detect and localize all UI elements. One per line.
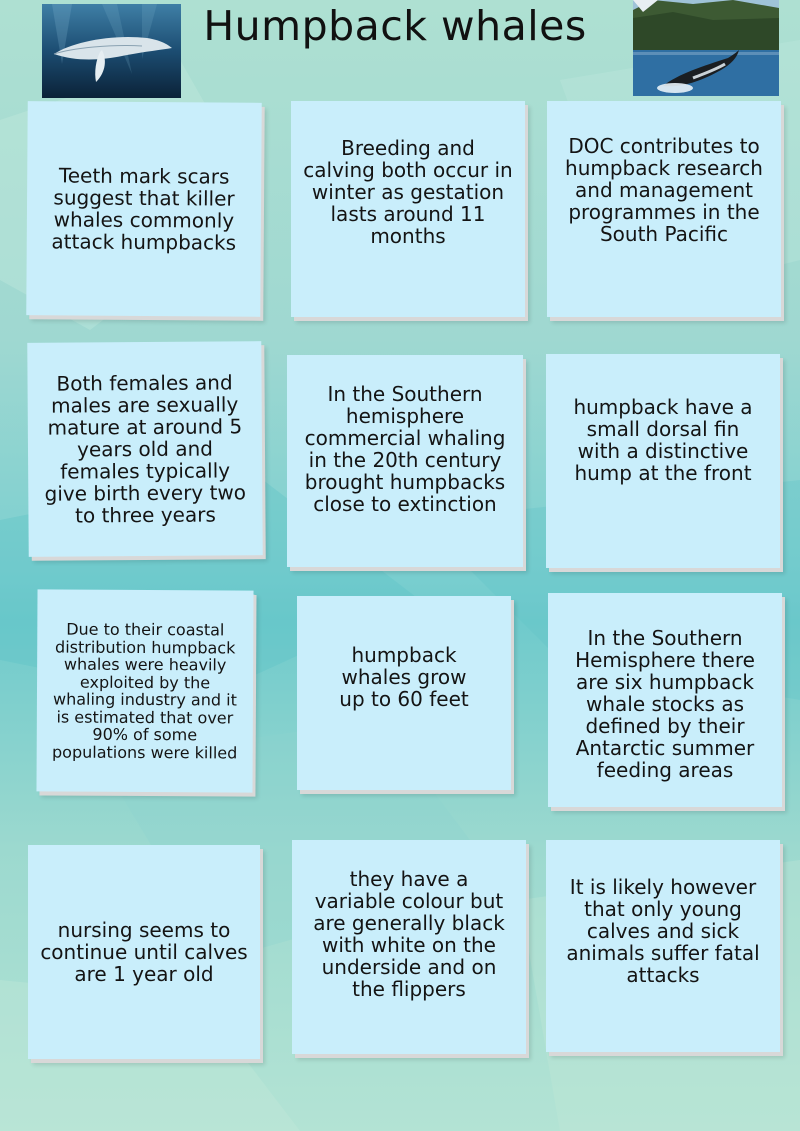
fact-note-doc	[547, 101, 781, 317]
page-title: Humpback whales	[203, 2, 587, 50]
fact-note-dorsal-fin	[546, 354, 780, 568]
fact-note-killer-whales	[26, 101, 261, 317]
fact-note-size	[297, 596, 511, 790]
fact-note-colour	[292, 840, 526, 1054]
fact-note-text: DOC contributes to humpback research and management programmes in the South Pacific	[565, 134, 763, 246]
fact-note-text: nursing seems to continue until calves are 1 year old	[40, 918, 248, 986]
fact-note-text: It is likely however that only young calves and sick animals suffer fatal attacks	[566, 875, 760, 987]
fact-note-stocks	[548, 593, 782, 807]
fact-note-text: Both females and males are sexually mature at around 5 years old and females typically give birth every two to three years	[44, 370, 247, 528]
fact-note-fatal-attacks	[546, 840, 780, 1052]
fact-note-breeding	[291, 101, 525, 317]
fact-note-nursing	[28, 845, 260, 1059]
fact-note-text: humpback have a small dorsal fin with a distinctive hump at the front	[573, 395, 753, 485]
underwater-whale-photo	[42, 4, 181, 98]
fact-note-maturity	[27, 341, 262, 557]
fact-note-text: they have a variable colour but are generally black with white on the underside and on the flippers	[313, 867, 505, 1001]
fact-note-exploited	[36, 589, 253, 792]
fact-note-text: In the Southern hemisphere commercial whaling in the 20th century brought humpbacks close to extinction	[304, 382, 506, 516]
fact-note-text: In the Southern Hemisphere there are six humpback whale stocks as defined by their Antarctic summer feeding areas	[575, 626, 755, 782]
fact-note-whaling-20th	[287, 355, 523, 567]
fact-note-text: Teeth mark scars suggest that killer whales commonly attack humpbacks	[51, 163, 237, 255]
breaching-whale-photo	[633, 0, 779, 96]
fact-note-text: Breeding and calving both occur in winter as gestation lasts around 11 months	[303, 136, 513, 248]
fact-note-text: Due to their coastal distribution humpback whales were heavily exploited by the whaling industry and it is estimated that over 90% of some populations were killed	[52, 619, 238, 762]
fact-note-text: humpback whales grow up to 60 feet	[339, 643, 469, 711]
